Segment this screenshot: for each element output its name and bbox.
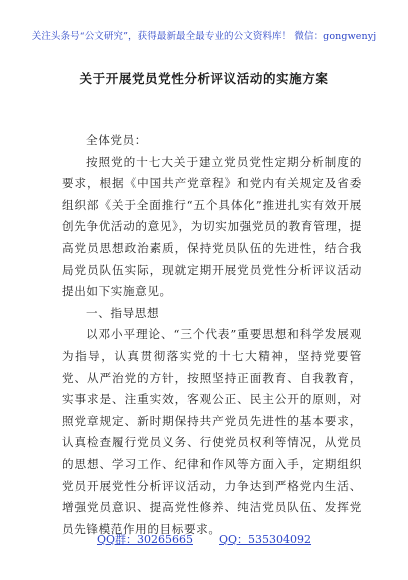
section-heading-guiding-ideology: 一、指导思想 [86,305,160,320]
document-body [62,130,362,540]
qq-contact[interactable]: QQ：535304092 [219,533,312,546]
intro-paragraph: 按照党的十七大关于建立党员党性定期分析制度的要求，根据《中国共产党章程》和党内有关规定及省委组织部《关于全面推行“五个具体化”推进扎实有效开展创先争优活动的意见》，为切实加强党员的教育管理，提高党员思想政治素质，保持党员队伍的先进性，结合我局党员队伍实际，现就定期开展党员党性分析评议活动提出如下实施意见。 [62,154,362,299]
header-banner: 关注头条号“公文研究”，获得最新最全最专业的公文资料库！ 微信：gongwenyj [31,31,377,42]
document-title: 关于开展党员党性分析评议活动的实施方案 [79,71,329,86]
section-body-guiding-ideology: 以邓小平理论、“三个代表”重要思想和科学发展观为指导，认真贯彻落实党的十七大精神，坚持党要管党、从严治党的方针，按照坚持正面教育、自我教育，实事求是、注重实效，客观公正、民主公开的原则，对照党章规定、新时期保持共产党员先进性的基本要求，认真检查履行党员义务、行使党员权利等情况，从党员的思想、学习工作、纪律和作风等方面入手，定期组织党员开展党性分析评议活动，力争达到严格党内生活、增强党员意识、提高党性修养、纯洁党员队伍、发挥党员先锋模范作用的目标要求。 [62,327,362,536]
salutation: 全体党员： [86,133,147,147]
qq-group-contact[interactable]: QQ群：30265665 [96,533,193,546]
footer-contact [0,531,408,547]
